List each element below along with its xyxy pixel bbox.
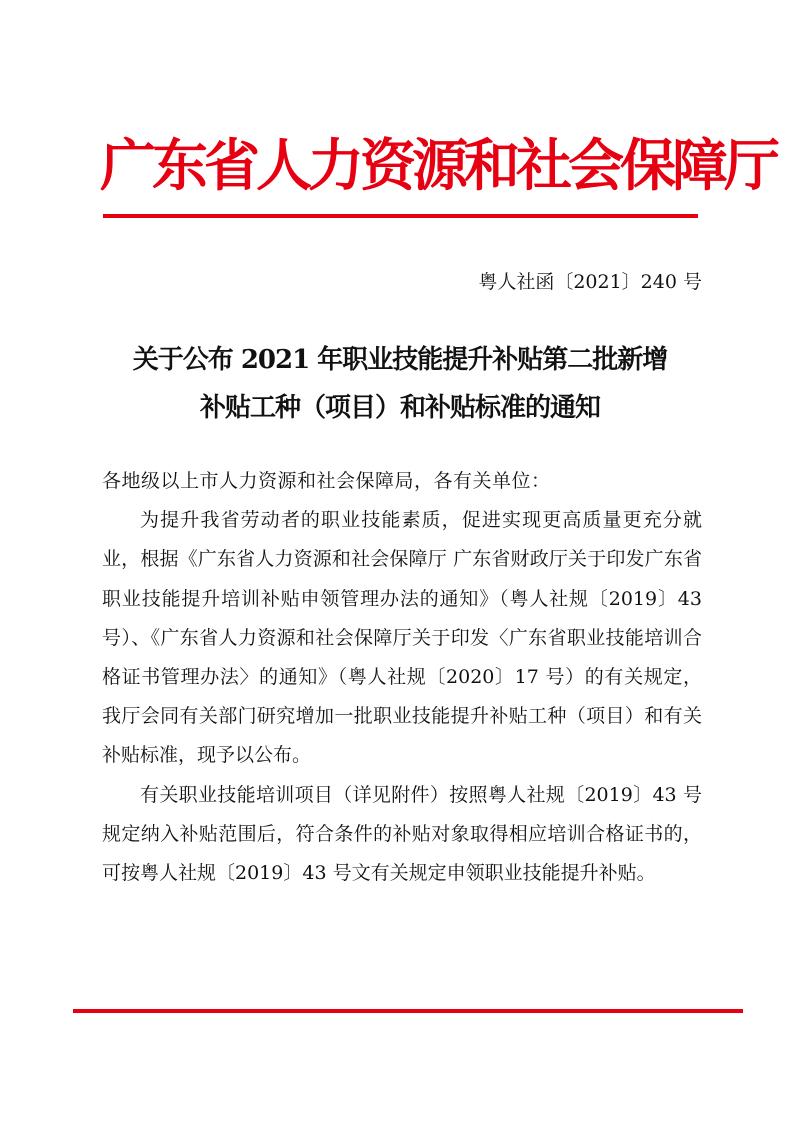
document-number: 粤人社函〔2021〕240 号 [478, 271, 702, 293]
body-paragraph-2: 有关职业技能培训项目（详见附件）按照粤人社规〔2019〕43 号规定纳入补贴范围后，符合条件的补贴对象取得相应培训合格证书的，可按粤人社规〔2019〕43 号文有关规定申领职业技能提升补贴。 [102, 783, 702, 885]
document-title [100, 336, 700, 432]
letterhead-red-rule [103, 214, 698, 218]
letterhead-org-name: 广东省人力资源和社会保障厅 [100, 133, 776, 199]
body-paragraph-1: 为提升我省劳动者的职业技能素质，促进实现更高质量更充分就业，根据《广东省人力资源和社会保障厅 广东省财政厅关于印发广东省职业技能提升培训补贴申领管理办法的通知》（粤人社规〔2019〕43 号）、《广东省人力资源和社会保障厅关于印发〈广东省职业技能培训合格证书管理办法〉的通知》（粤人社规〔2020〕17 号）的有关规定，我厅会同有关部门研究增加一批职业技能提升补贴工种（项目）和有关补贴标准，现予以公布。 [102, 509, 702, 767]
footer-red-rule [73, 1009, 743, 1013]
salutation: 各地级以上市人力资源和社会保障局，各有关单位： [102, 470, 551, 492]
document-body [102, 462, 702, 893]
document-title-line-2: 补贴工种（项目）和补贴标准的通知 [199, 393, 600, 423]
document-title-line-1: 关于公布 2021 年职业技能提升补贴第二批新增 [132, 345, 668, 375]
